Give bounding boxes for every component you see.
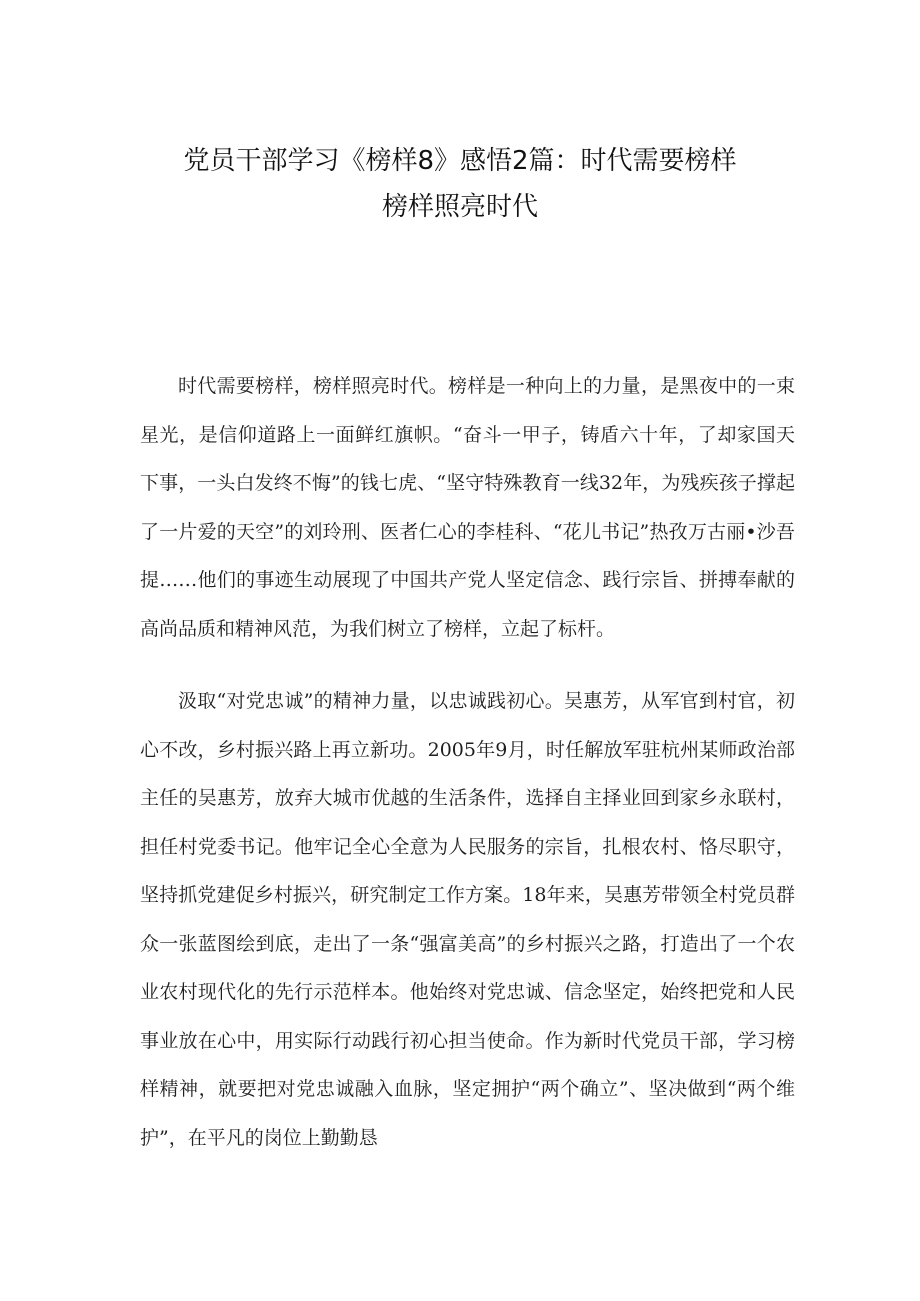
title-line-2: 榜样照亮时代 <box>381 192 538 222</box>
paragraph-2: 汲取“对党忠诚”的精神力量，以忠诚践初心。吴惠芳，从军官到村官，初心不改，乡村振兴路上再立新功。2005年9月，时任解放军驻杭州某师政治部主任的吴惠芳，放弃大城市优越的生活条件，选择自主择业回到家乡永联村，担任村党委书记。他牢记全心全意为人民服务的宗旨，扎根农村、恪尽职守，坚持抓党建促乡村振兴，研究制定工作方案。18年来，吴惠芳带领全村党员群众一张蓝图绘到底，走出了一条“强富美高”的乡村振兴之路，打造出了一个农业农村现代化的先行示范样本。他始终对党忠诚、信念坚定，始终把党和人民事业放在心中，用实际行动践行初心担当使命。作为新时代党员干部，学习榜样精神，就要把对党忠诚融入血脉，坚定拥护“两个确立”、坚决做到“两个维护”，在平凡的岗位上勤勤恳 <box>140 690 795 1149</box>
title-line-1: 党员干部学习《榜样8》感悟2篇：时代需要榜样 <box>183 146 737 176</box>
document-title <box>0 138 920 230</box>
document-body <box>140 362 795 1186</box>
paragraph-1: 时代需要榜样，榜样照亮时代。榜样是一种向上的力量，是黑夜中的一束星光，是信仰道路上一面鲜红旗帜。“奋斗一甲子，铸盾六十年，了却家国天下事，一头白发终不悔”的钱七虎、“坚守特殊教育一线32年，为残疾孩子撑起了一片爱的天空”的刘玲刑、医者仁心的李桂科、“花儿书记”热孜万古丽•沙吾提……他们的事迹生动展现了中国共产党人坚定信念、践行宗旨、拼搏奉献的高尚品质和精神风范，为我们树立了榜样，立起了标杆。 <box>140 375 795 640</box>
